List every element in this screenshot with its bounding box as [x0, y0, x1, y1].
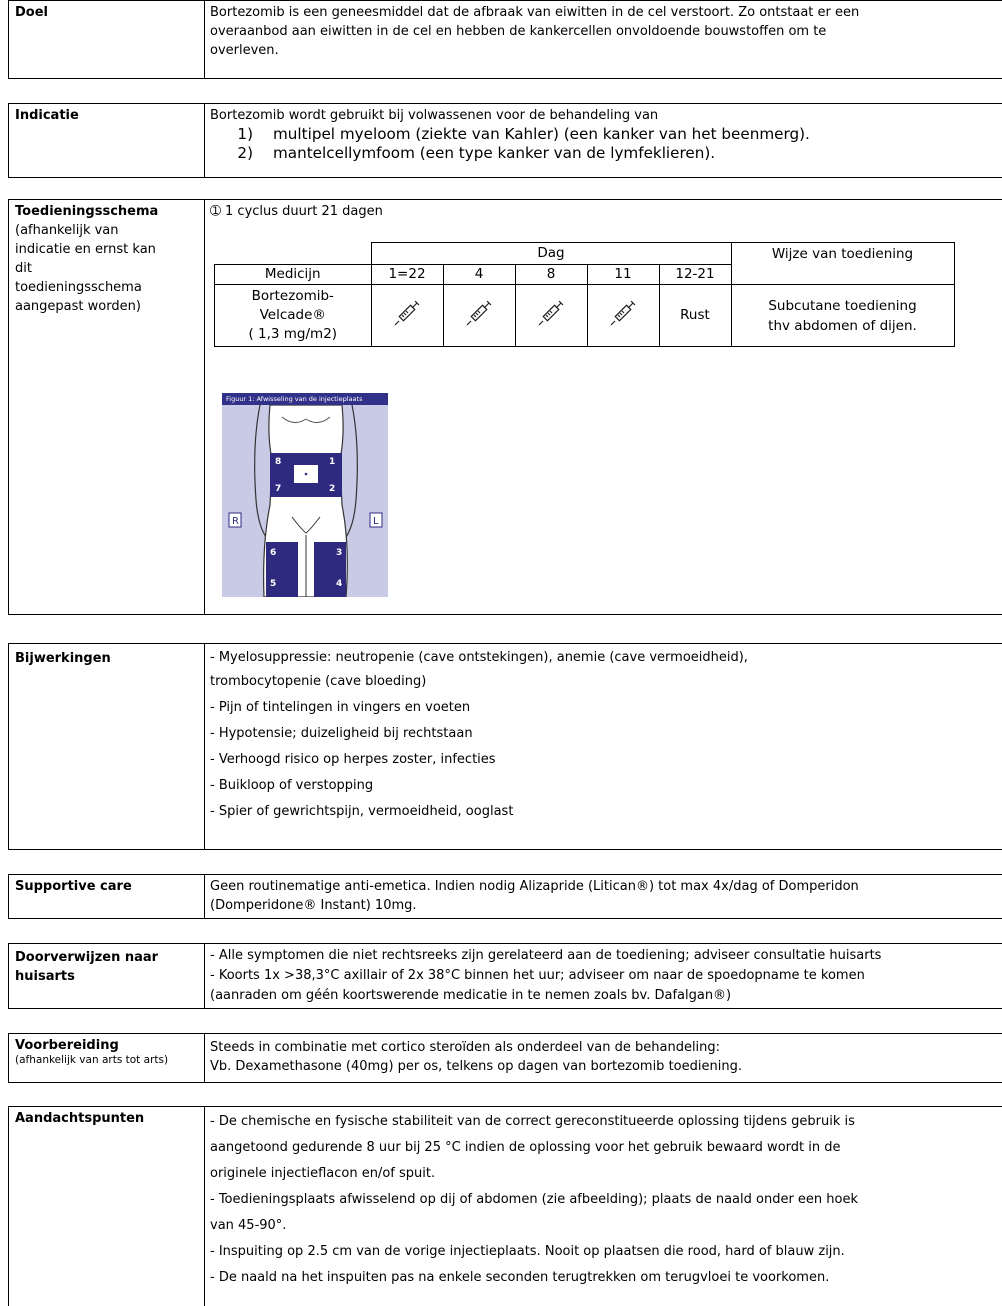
list-text: multipel myeloom (ziekte van Kahler) (een kanker van het beenmerg). — [273, 125, 810, 143]
text-line: - Koorts 1x >38,3°C axillair of 2x 38°C binnen het uur; adviseer om naar de spoedopname te komen — [210, 968, 865, 983]
section-label: Bijwerkingen — [15, 651, 111, 666]
content-cell — [205, 200, 1002, 614]
figure-caption: Figuur 1: Afwisseling van de injectieplaats — [222, 393, 388, 405]
text-line: - De chemische en fysische stabiliteit van de correct gereconstitueerde oplossing tijdens gebruik is — [210, 1114, 855, 1129]
site-number: 4 — [336, 579, 343, 589]
text-line: - Hypotensie; duizeligheid bij rechtstaan — [210, 726, 473, 741]
route-line: Subcutane toediening — [768, 297, 917, 314]
text-line: Bortezomib is een geneesmiddel dat de afbraak van eiwitten in de cel verstoort. Zo ontstaat er een — [210, 5, 860, 20]
content-cell — [205, 1107, 1002, 1306]
text-line: van 45-90°. — [210, 1218, 287, 1233]
list-number: 1) — [237, 125, 253, 143]
section-label: Indicatie — [15, 108, 79, 123]
dag-header: Dag — [371, 243, 731, 265]
text-line: Geen routinematige anti-emetica. Indien nodig Alizapride (Litican®) tot max 4x/dag of Domperidon — [210, 879, 859, 894]
section-indicatie — [8, 103, 1002, 178]
site-number: 3 — [336, 548, 343, 558]
section-label: Voorbereiding — [15, 1038, 119, 1053]
label-cell — [9, 1034, 205, 1082]
section-aandachtspunten — [8, 1106, 1002, 1306]
intro-text: Bortezomib wordt gebruikt bij volwassenen voor de behandeling van — [210, 108, 659, 123]
text-line: - Alle symptomen die niet rechtsreeks zijn gerelateerd aan de toediening; adviseer consultatie huisarts — [210, 948, 882, 963]
injection-site-figure — [222, 393, 388, 597]
section-voorbereiding — [8, 1033, 1002, 1083]
section-label: Doel — [15, 5, 48, 20]
site-number: 6 — [270, 548, 277, 558]
syringe-icon — [390, 296, 424, 330]
route-line: thv abdomen of dijen. — [768, 317, 917, 334]
section-label: Aandachtspunten — [15, 1111, 145, 1126]
list-item — [210, 144, 1002, 163]
label-note: (afhankelijk van arts tot arts) — [15, 1054, 169, 1066]
text-line: - Myelosuppressie: neutropenie (cave ontstekingen), anemie (cave vermoeidheid), — [210, 650, 748, 665]
section-label: Doorverwijzen naar — [15, 950, 159, 965]
section-label: Toedieningsschema — [15, 204, 159, 219]
label-cell — [9, 104, 205, 177]
syringe-icon — [462, 296, 496, 330]
section-label: huisarts — [15, 969, 75, 984]
day-cell: 4 — [443, 265, 515, 285]
label-cell — [9, 644, 205, 849]
day-cell: 1=22 — [371, 265, 443, 285]
label-cell — [9, 1107, 205, 1306]
text-line: (Domperidone® Instant) 10mg. — [210, 898, 417, 913]
label-cell — [9, 1, 205, 78]
text-line: trombocytopenie (cave bloeding) — [210, 674, 427, 689]
label-cell — [9, 875, 205, 918]
site-number: 1 — [329, 457, 336, 467]
route-cell — [731, 285, 954, 347]
text-line: Steeds in combinatie met cortico steroïden als onderdeel van de behandeling: — [210, 1040, 721, 1055]
marker-r: R — [232, 516, 239, 527]
list-number: 2) — [237, 144, 253, 162]
site-number: 5 — [270, 579, 277, 589]
rest-cell: Rust — [659, 285, 731, 347]
marker-l: L — [373, 516, 379, 527]
section-doel — [8, 0, 1002, 79]
label-cell — [9, 944, 205, 1008]
site-number: 8 — [275, 457, 282, 467]
list-text: mantelcellymfoom (een type kanker van de lymfeklieren). — [273, 144, 716, 162]
list-item — [210, 125, 1002, 144]
label-note: indicatie en ernst kan — [15, 242, 156, 257]
label-cell — [9, 200, 205, 614]
syringe-icon — [534, 296, 568, 330]
text-line: (aanraden om géén koortswerende medicatie in te nemen zoals bv. Dafalgan®) — [210, 988, 732, 1003]
day-cell: 11 — [587, 265, 659, 285]
empty-cell — [215, 243, 372, 265]
site-number: 7 — [275, 484, 282, 494]
content-cell — [205, 1034, 1002, 1082]
label-note: aangepast worden) — [15, 299, 141, 314]
body-diagram — [222, 405, 388, 597]
schedule-table — [214, 242, 955, 347]
text-line: - Buikloop of verstopping — [210, 778, 374, 793]
section-toedieningsschema — [8, 199, 1002, 615]
label-note: (afhankelijk van — [15, 223, 119, 238]
day-cell: 8 — [515, 265, 587, 285]
text-line: originele injectieflacon en/of spuit. — [210, 1166, 436, 1181]
content-cell — [205, 644, 1002, 849]
label-note: dit — [15, 261, 32, 276]
drug-line: Velcade® — [259, 307, 326, 323]
section-label: Supportive care — [15, 879, 132, 894]
content-cell — [205, 104, 1002, 177]
text-line: - Spier of gewrichtspijn, vermoeidheid, ooglast — [210, 804, 514, 819]
text-line: overaanbod aan eiwitten in de cel en hebben de kankercellen onvoldoende bouwstoffen om te — [210, 24, 827, 39]
section-supportive-care — [8, 874, 1002, 919]
section-bijwerkingen — [8, 643, 1002, 850]
injection-cell — [443, 285, 515, 347]
text-line: - Inspuiting op 2.5 cm van de vorige injectieplaats. Nooit op plaatsen die rood, hard of blauw zijn. — [210, 1244, 845, 1259]
content-cell — [205, 944, 1002, 1008]
text-line: overleven. — [210, 43, 279, 58]
text-line: - Toedieningsplaats afwisselend op dij of abdomen (zie afbeelding); plaats de naald onder een hoek — [210, 1192, 859, 1207]
text-line: - Pijn of tintelingen in vingers en voeten — [210, 700, 471, 715]
indication-list — [210, 125, 1002, 163]
injection-cell — [587, 285, 659, 347]
syringe-icon — [606, 296, 640, 330]
day-cell: 12-21 — [659, 265, 731, 285]
wijze-header: Wijze van toediening — [731, 243, 954, 285]
text-line: - De naald na het inspuiten pas na enkele seconden terugtrekken om terugvloei te voorkomen. — [210, 1270, 830, 1285]
content-cell — [205, 1, 1002, 78]
injection-cell — [515, 285, 587, 347]
label-note: toedieningsschema — [15, 280, 142, 295]
drug-line: Bortezomib- — [251, 288, 334, 304]
injection-cell — [371, 285, 443, 347]
drug-cell — [215, 285, 372, 347]
text-line: Vb. Dexamethasone (40mg) per os, telkens op dagen van bortezomib toediening. — [210, 1059, 742, 1074]
cycle-note: ➀ 1 cyclus duurt 21 dagen — [210, 204, 383, 219]
text-line: aangetoond gedurende 8 uur bij 25 °C indien de oplossing voor het gebruik bewaard wordt in de — [210, 1140, 841, 1155]
site-number: 2 — [329, 484, 336, 494]
drug-line: ( 1,3 mg/m2) — [248, 326, 338, 342]
medicijn-header: Medicijn — [215, 265, 372, 285]
content-cell — [205, 875, 1002, 918]
text-line: - Verhoogd risico op herpes zoster, infecties — [210, 752, 496, 767]
section-doorverwijzen — [8, 943, 1002, 1009]
